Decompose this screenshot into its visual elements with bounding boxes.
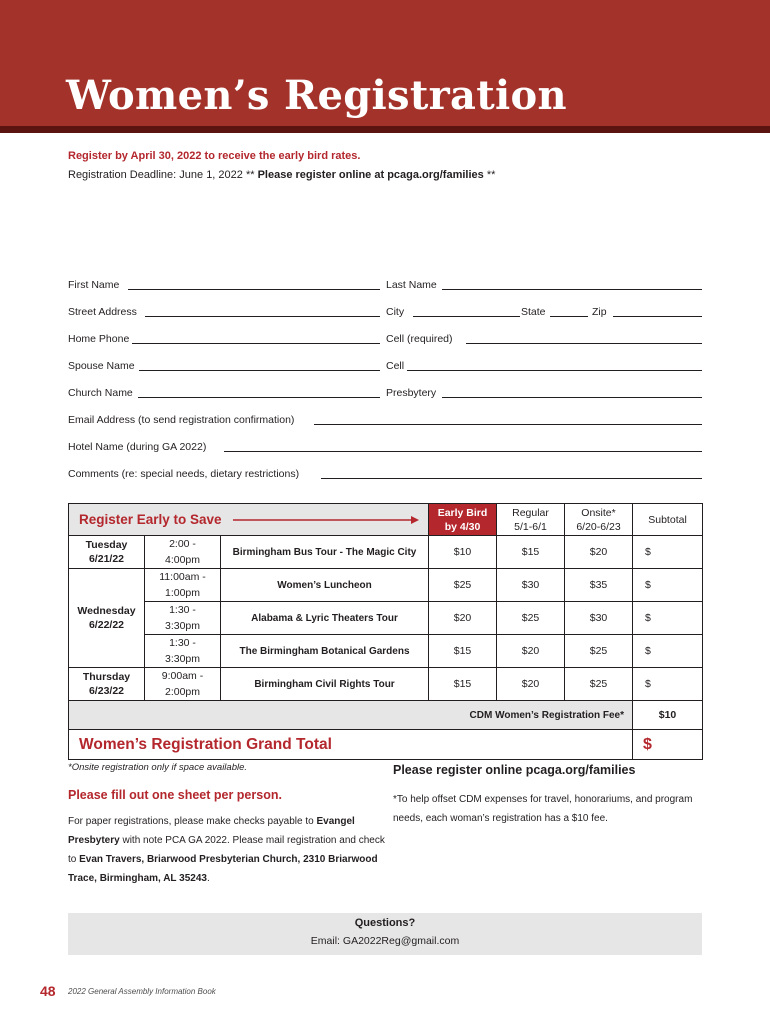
onsite-price: $30 (565, 602, 633, 635)
day-name: Thursday (82, 671, 131, 683)
deadline-suffix: ** (483, 169, 496, 181)
time-start: 1:30 - (169, 604, 196, 616)
table-row (69, 536, 703, 569)
questions-box (68, 913, 702, 955)
home-phone-field[interactable] (132, 343, 380, 344)
time-cell (145, 635, 221, 668)
day-cell (69, 668, 145, 701)
grand-total-input[interactable]: $ (633, 730, 703, 760)
hotel-field[interactable] (224, 451, 702, 452)
early-bird-price: $15 (429, 668, 497, 701)
table-row (69, 668, 703, 701)
church-name-label: Church Name (68, 387, 136, 399)
registration-table (68, 503, 703, 760)
regular-price: $30 (497, 569, 565, 602)
regular-header-line2: 5/1-6/1 (514, 520, 547, 533)
early-bird-price: $15 (429, 635, 497, 668)
first-name-field[interactable] (128, 289, 380, 290)
cdm-fee-note: *To help offset CDM expenses for travel, honorariums, and program needs, each woman’s registration has a $10 fee. (393, 794, 693, 824)
deadline-online-link: Please register online at pcaga.org/families (257, 169, 484, 181)
church-row (68, 385, 702, 401)
paper-payee: Evangel Presbytery (68, 816, 355, 846)
grand-total-label: Women’s Registration Grand Total (69, 730, 633, 760)
time-end: 4:00pm (164, 554, 201, 566)
book-title: 2022 General Assembly Information Book (68, 987, 216, 996)
questions-title: Questions? (354, 917, 416, 929)
name-row (68, 277, 702, 293)
first-name-label: First Name (68, 279, 122, 291)
time-start: 1:30 - (169, 637, 196, 649)
questions-email-line (68, 935, 702, 947)
time-cell (145, 668, 221, 701)
register-early-label: Register Early to Save (79, 512, 222, 527)
early-bird-header-line2: by 4/30 (444, 520, 481, 533)
subtotal-input[interactable]: $ (633, 668, 703, 701)
onsite-price: $25 (565, 635, 633, 668)
onsite-header-line2: 6/20-6/23 (576, 520, 621, 533)
regular-header (497, 504, 565, 536)
email-field[interactable] (314, 424, 702, 425)
presbytery-label: Presbytery (386, 387, 439, 399)
church-name-field[interactable] (138, 397, 380, 398)
early-bird-price: $10 (429, 536, 497, 569)
time-end: 3:30pm (164, 653, 201, 665)
time-cell (145, 536, 221, 569)
time-end: 2:00pm (164, 686, 201, 698)
page-title: Women’s Registration (66, 72, 567, 119)
time-cell (145, 602, 221, 635)
paper-registration-note (68, 812, 388, 888)
regular-price: $15 (497, 536, 565, 569)
time-start: 11:00am - (159, 571, 206, 583)
spouse-name-field[interactable] (139, 370, 380, 371)
contact-email-link[interactable]: GA2022Reg@gmail.com (342, 935, 460, 947)
comments-label: Comments (re: special needs, dietary restrictions) (68, 468, 302, 480)
email-row (68, 412, 702, 428)
paper-text-1: For paper registrations, please make checks payable to (68, 816, 317, 827)
time-end: 1:00pm (164, 587, 201, 599)
table-header-row (69, 504, 703, 536)
last-name-field[interactable] (442, 289, 702, 290)
day-date: 6/23/22 (88, 685, 125, 697)
cell-label: Cell (386, 360, 407, 372)
one-sheet-note: Please fill out one sheet per person. (68, 788, 282, 802)
zip-label: Zip (592, 306, 610, 318)
cell-field[interactable] (405, 370, 702, 371)
email-label: Email: (310, 935, 340, 947)
city-field[interactable] (413, 316, 520, 317)
deadline-note (68, 169, 495, 181)
presbytery-field[interactable] (442, 397, 702, 398)
table-row (69, 635, 703, 668)
state-field[interactable] (550, 316, 588, 317)
email-label: Email Address (to send registration confirmation) (68, 414, 297, 426)
day-name: Tuesday (85, 539, 128, 551)
deadline-prefix: Registration Deadline: June 1, 2022 ** (68, 169, 258, 181)
event-name: Birmingham Civil Rights Tour (221, 668, 429, 701)
regular-price: $20 (497, 635, 565, 668)
cdm-fee-value: $10 (633, 701, 703, 730)
subtotal-input[interactable]: $ (633, 602, 703, 635)
early-bird-price: $25 (429, 569, 497, 602)
table-row (69, 602, 703, 635)
early-bird-header (429, 504, 497, 536)
street-address-label: Street Address (68, 306, 140, 318)
cell-required-label: Cell (required) (386, 333, 456, 345)
comments-field[interactable] (321, 478, 702, 479)
day-date: 6/22/22 (88, 619, 125, 631)
register-early-header (69, 504, 429, 536)
onsite-price: $25 (565, 668, 633, 701)
day-date: 6/21/22 (88, 553, 125, 565)
event-name: Birmingham Bus Tour - The Magic City (221, 536, 429, 569)
onsite-price: $20 (565, 536, 633, 569)
table-row (69, 569, 703, 602)
spouse-row (68, 358, 702, 374)
city-label: City (386, 306, 407, 318)
early-bird-price: $20 (429, 602, 497, 635)
time-start: 9:00am - (161, 670, 204, 682)
address-row (68, 304, 702, 320)
event-name: The Birmingham Botanical Gardens (221, 635, 429, 668)
comments-row (68, 466, 702, 482)
register-online-note: Please register online pcaga.org/families (393, 763, 636, 777)
subtotal-header: Subtotal (633, 504, 703, 536)
time-end: 3:30pm (164, 620, 201, 632)
cell-required-field[interactable] (466, 343, 702, 344)
last-name-label: Last Name (386, 279, 440, 291)
event-name: Alabama & Lyric Theaters Tour (221, 602, 429, 635)
day-cell (69, 569, 145, 668)
paper-text-3: . (206, 873, 210, 884)
subtotal-input[interactable]: $ (633, 536, 703, 569)
phone-row (68, 331, 702, 347)
day-cell (69, 536, 145, 569)
street-address-field[interactable] (145, 316, 380, 317)
fee-row (69, 701, 703, 730)
grand-total-row (69, 730, 703, 760)
onsite-header-line1: Onsite* (581, 506, 616, 519)
paper-text-2: with note PCA GA 2022. Please mail registration and check to (68, 835, 385, 865)
onsite-header (565, 504, 633, 536)
time-start: 2:00 - (169, 538, 196, 550)
hotel-row (68, 439, 702, 455)
early-bird-note: Register by April 30, 2022 to receive the early bird rates. (68, 150, 361, 162)
subtotal-input[interactable]: $ (633, 635, 703, 668)
hotel-label: Hotel Name (during GA 2022) (68, 441, 209, 453)
regular-header-line1: Regular (512, 506, 549, 519)
onsite-price: $35 (565, 569, 633, 602)
event-name: Women’s Luncheon (221, 569, 429, 602)
spouse-name-label: Spouse Name (68, 360, 138, 372)
early-bird-header-line1: Early Bird (437, 506, 488, 519)
header-divider (0, 126, 770, 133)
zip-field[interactable] (613, 316, 702, 317)
cdm-fee-label: CDM Women’s Registration Fee* (69, 701, 633, 730)
regular-price: $25 (497, 602, 565, 635)
onsite-note: *Onsite registration only if space available. (68, 762, 248, 773)
time-cell (145, 569, 221, 602)
page-number: 48 (40, 983, 56, 999)
day-name: Wednesday (77, 605, 136, 617)
paper-mail-address: Evan Travers, Briarwood Presbyterian Church, 2310 Briarwood Trace, Birmingham, AL 35243 (68, 854, 378, 884)
regular-price: $20 (497, 668, 565, 701)
subtotal-input[interactable]: $ (633, 569, 703, 602)
home-phone-label: Home Phone (68, 333, 132, 345)
state-label: State (521, 306, 549, 318)
arrow-right-icon (233, 515, 419, 525)
